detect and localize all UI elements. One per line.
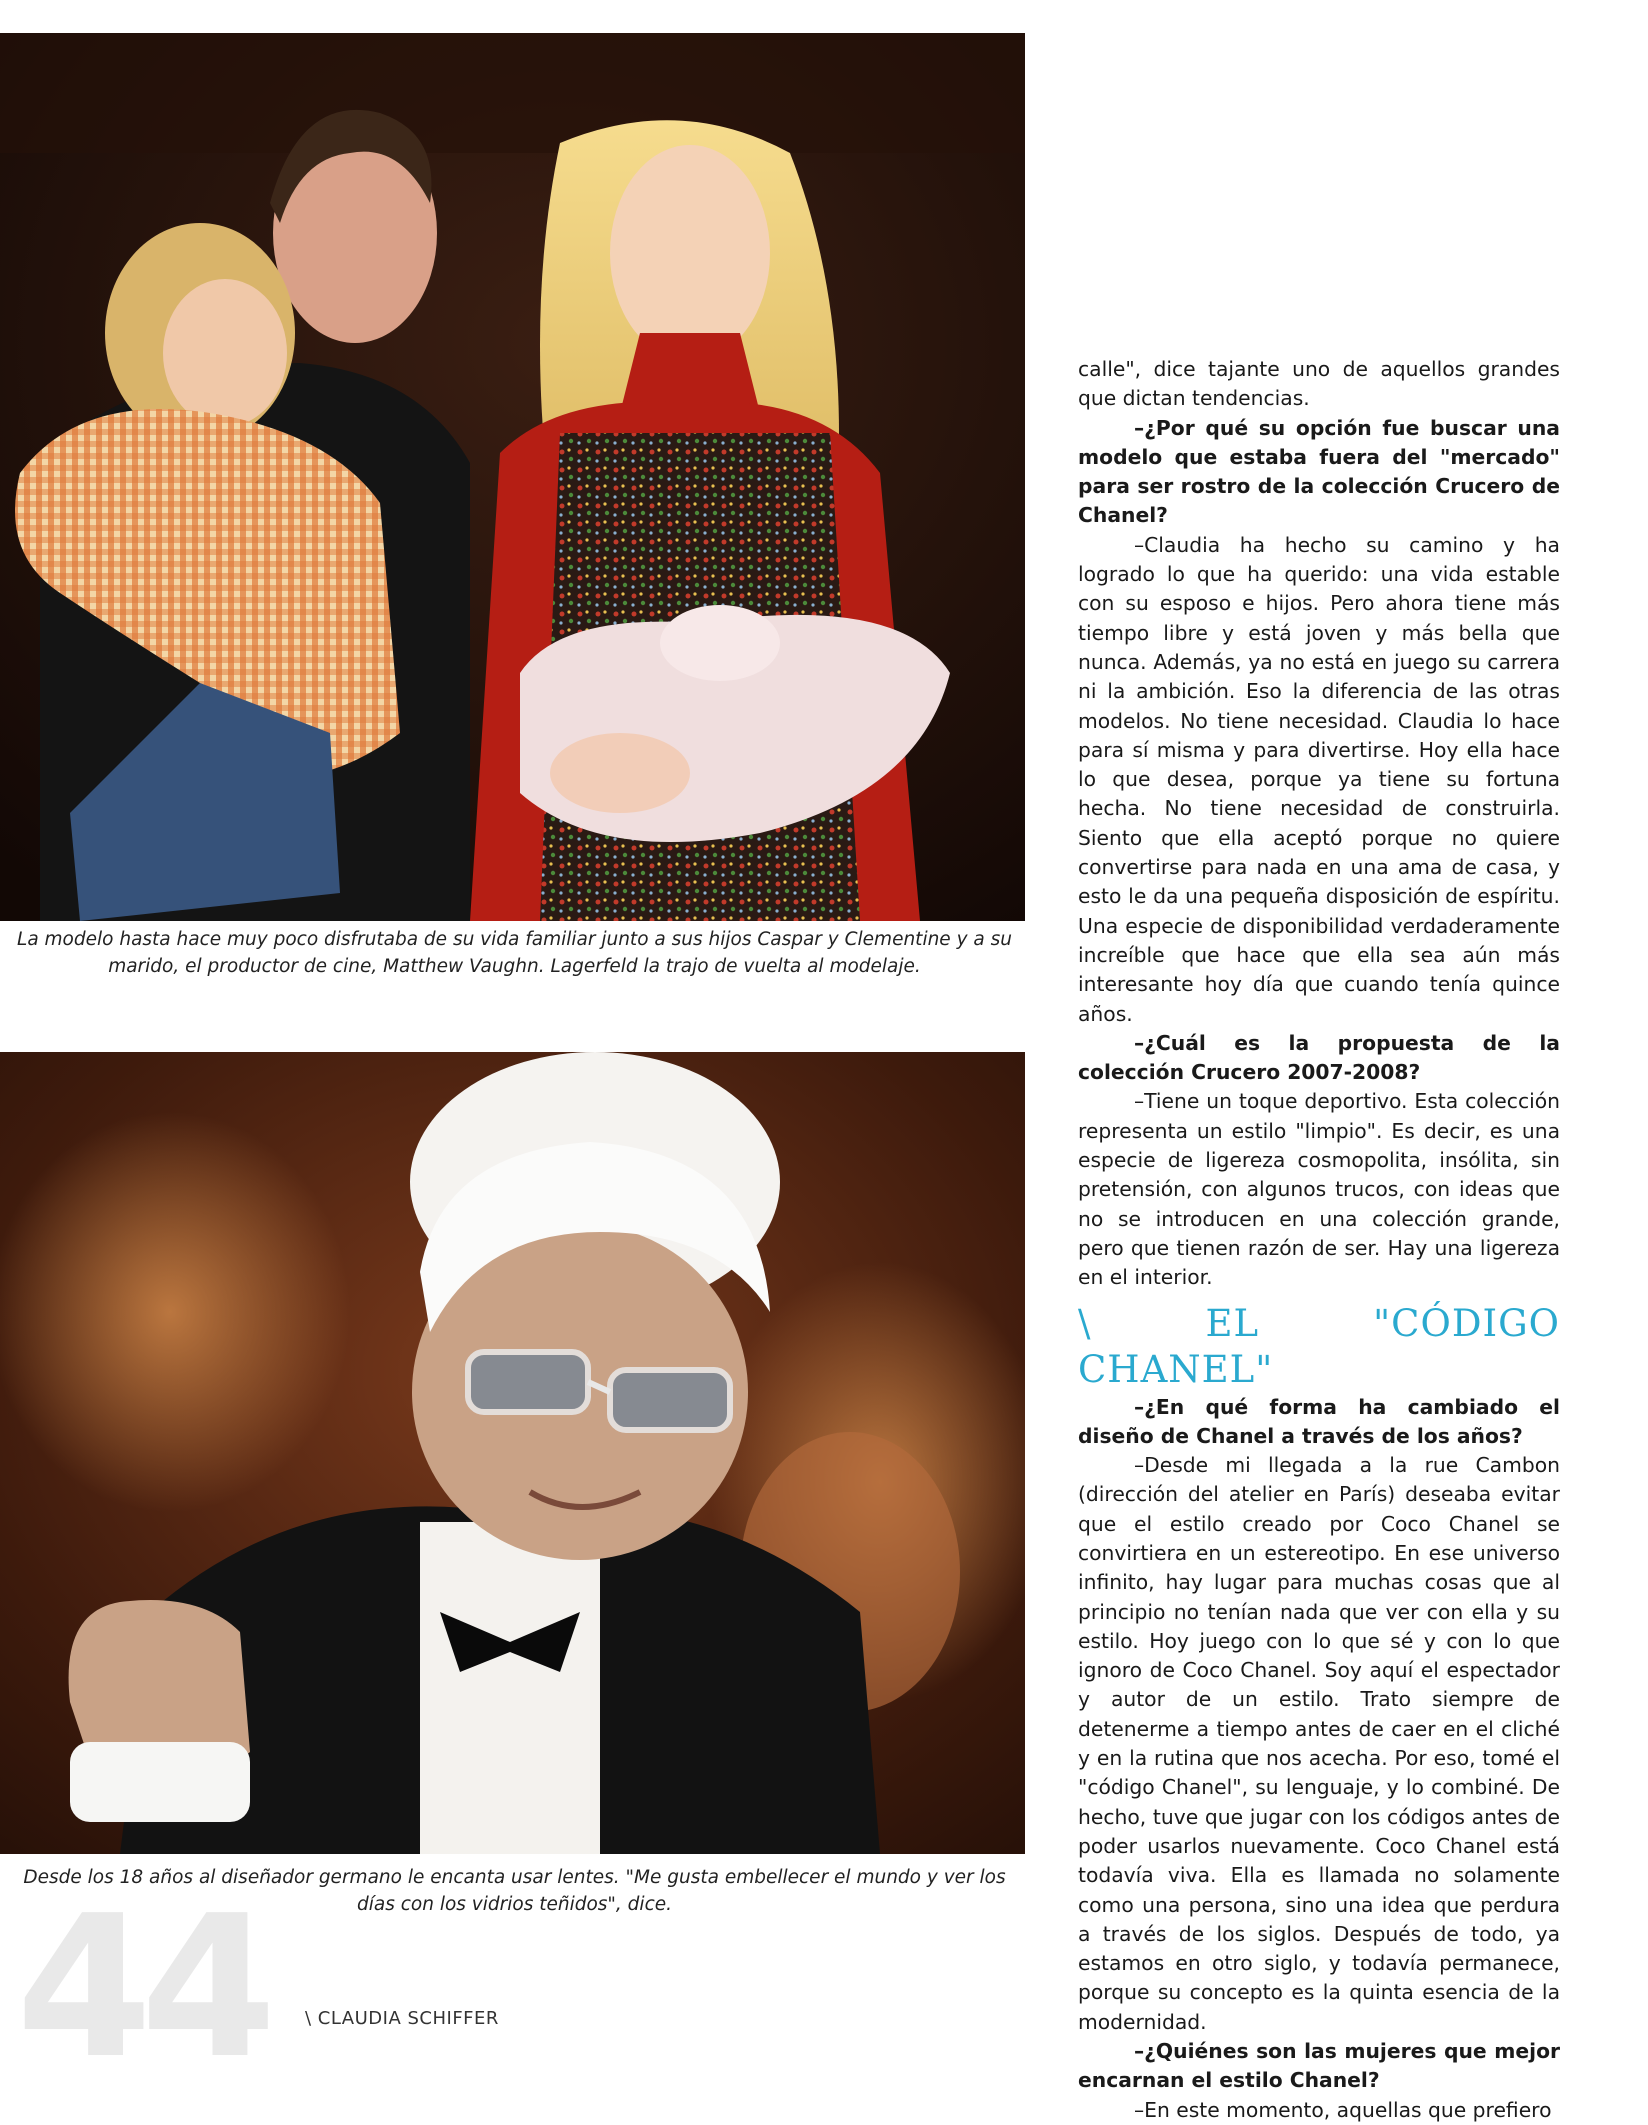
interview-question: –¿Quiénes son las mujeres que mejor encarnan el estilo Chanel? <box>1078 2039 1560 2093</box>
page-number: 44 <box>16 1898 265 2078</box>
section-heading: \ EL "CÓDIGO CHANEL" <box>1078 1301 1560 1391</box>
interview-question: –¿Por qué su opción fue buscar una modelo que estaba fuera del "mercado" para ser rostro de la colección Crucero de Chanel? <box>1078 415 1560 528</box>
interview-question: –¿Cuál es la propuesta de la colección Crucero 2007-2008? <box>1078 1030 1560 1085</box>
interview-answer: –Tiene un toque deportivo. Esta colección representa un estilo "limpio". Es decir, es una especie de ligereza cosmopolita, insólita, sin pretensión, con algunos trucos, con ideas que no se introducen en una colección grande, pero que tienen razón de ser. Hay una ligereza en el interior. <box>1078 1089 1560 1290</box>
family-photo <box>0 33 1025 921</box>
running-head: \ CLAUDIA SCHIFFER <box>305 2008 499 2029</box>
designer-photo <box>0 1052 1025 1854</box>
interview-answer: –Desde mi llegada a la rue Cambon (dirección del atelier en París) deseaba evitar que el estilo creado por Coco Chanel se convirtiera en un estereotipo. En ese universo infinito, hay lugar para muchas cosas que al principio no tenían nada que ver con ella y su estilo. Hoy juego con lo que sé y con lo que ignoro de Coco Chanel. Soy aquí el espectador y autor de un estilo. Trato siempre de detenerme a tiempo antes de caer en el cliché y en la rutina que nos acecha. Por eso, tomé el "código Chanel", su lenguaje, y lo combiné. De hecho, tuve que jugar con los códigos antes de poder usarlos nuevamente. Coco Chanel está todavía viva. Ella es llamada no solamente como una persona, sino una idea que perdura a través de los siglos. Después de todo, ya estamos en otro siglo, y todavía permanece, porque su concepto es la quinta esencia de la modernidad. <box>1078 1453 1560 2034</box>
interview-answer: –En este momento, aquellas que prefiero <box>1134 2097 1552 2122</box>
article-text-column <box>1078 355 1560 2125</box>
photo-caption-family: La modelo hasta hace muy poco disfrutaba de su vida familiar junto a sus hijos Caspar y Clementine y a su marido, el productor de cine, Matthew Vaughn. Lagerfeld la trajo de vuelta al modelaje. <box>17 929 1012 977</box>
interview-answer: –Claudia ha hecho su camino y ha logrado lo que ha querido: una vida estable con su esposo e hijos. Pero ahora tiene más tiempo libre y está joven y más bella que nunca. Además, ya no está en juego su carrera ni la ambición. Eso la diferencia de las otras modelos. No tiene necesidad. Claudia lo hace para sí misma y para divertirse. Hoy ella hace lo que desea, porque ya tiene su fortuna hecha. No tiene necesidad de construirla. Siento que ella aceptó porque no quiere convertirse para nada en una ama de casa, y esto le da una pequeña disposición de espíritu. Una especie de disponibilidad verdaderamente increíble que hace que ella sea aún más interesante hoy día que cuando tenía quince años. <box>1078 532 1560 1026</box>
interview-question: –¿En qué forma ha cambiado el diseño de Chanel a través de los años? <box>1078 1394 1560 1448</box>
paragraph-continuation: calle", dice tajante uno de aquellos grandes que dictan tendencias. <box>1078 357 1560 411</box>
photo-caption-designer: Desde los 18 años al diseñador germano le encanta usar lentes. "Me gusta embellecer el mundo y ver los días con los vidrios teñidos", dice. <box>23 1867 1006 1915</box>
